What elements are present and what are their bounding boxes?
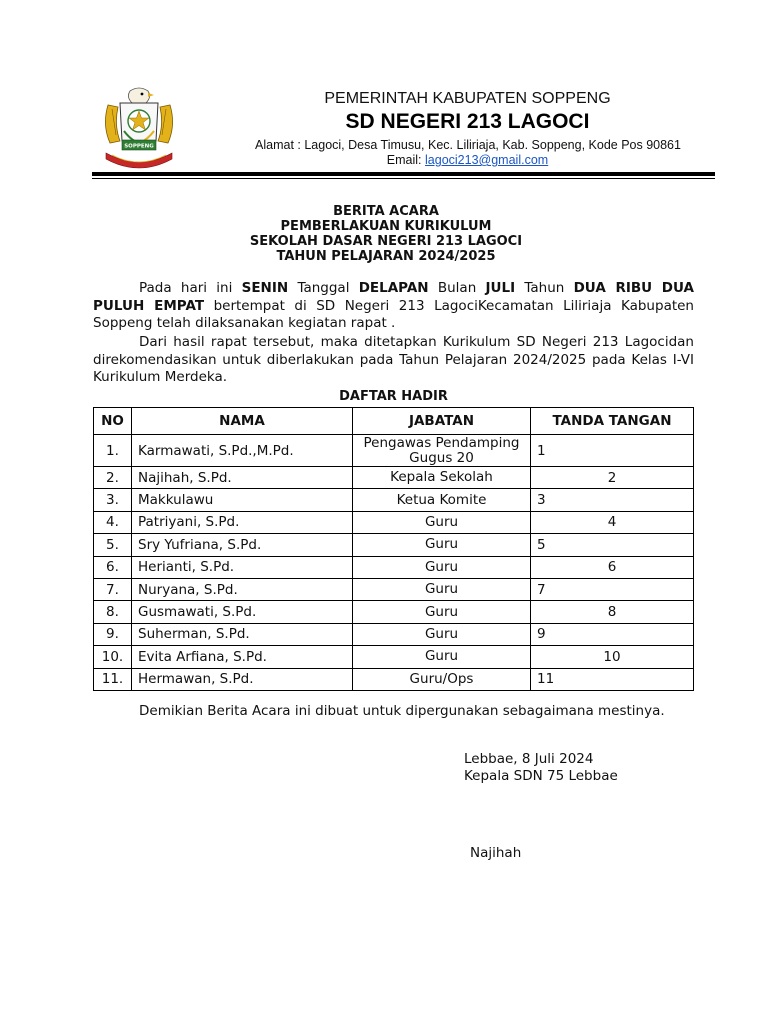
paragraph-text: bertempat di SD Negeri 213 LagociKecamatan Liliriaja Kabupaten Soppeng telah dilaksanakan kegiatan rapat . bbox=[93, 297, 694, 331]
cell-jabatan: Guru bbox=[353, 646, 531, 668]
logo-text: SOPPENG bbox=[124, 143, 154, 150]
cell-jabatan: Pengawas Pendamping Gugus 20 bbox=[353, 435, 531, 467]
opening-paragraph bbox=[93, 280, 694, 333]
paragraph-text: Bulan bbox=[428, 280, 486, 296]
header-jabatan: JABATAN bbox=[353, 408, 531, 435]
table-row bbox=[94, 467, 694, 489]
cell-no: 10. bbox=[94, 646, 132, 668]
table-row bbox=[94, 578, 694, 600]
letterhead-rule-thick bbox=[92, 172, 715, 176]
header-nama: NAMA bbox=[132, 408, 353, 435]
header-tanda-tangan: TANDA TANGAN bbox=[531, 408, 694, 435]
cell-tanda-tangan: 1 bbox=[531, 435, 694, 467]
cell-tanda-tangan: 8 bbox=[531, 601, 694, 623]
cell-tanda-tangan: 2 bbox=[531, 467, 694, 489]
cell-jabatan: Guru bbox=[353, 534, 531, 556]
email-label: Email: bbox=[386, 153, 422, 167]
cell-nama: Najihah, S.Pd. bbox=[132, 467, 353, 489]
title-line: SEKOLAH DASAR NEGERI 213 LAGOCI bbox=[249, 234, 523, 249]
cell-no: 5. bbox=[94, 534, 132, 556]
title-line: TAHUN PELAJARAN 2024/2025 bbox=[276, 249, 496, 264]
cell-nama: Herianti, S.Pd. bbox=[132, 556, 353, 578]
table-header-row bbox=[94, 408, 694, 435]
regency-logo bbox=[100, 85, 178, 175]
attendance-title: DAFTAR HADIR bbox=[339, 389, 448, 404]
cell-tanda-tangan: 5 bbox=[531, 534, 694, 556]
header-no: NO bbox=[94, 408, 132, 435]
cell-no: 9. bbox=[94, 623, 132, 645]
cell-nama: Evita Arfiana, S.Pd. bbox=[132, 646, 353, 668]
cell-nama: Karmawati, S.Pd.,M.Pd. bbox=[132, 435, 353, 467]
cell-no: 3. bbox=[94, 489, 132, 511]
cell-no: 1. bbox=[94, 435, 132, 467]
cell-no: 7. bbox=[94, 578, 132, 600]
table-row bbox=[94, 435, 694, 467]
cell-jabatan: Guru bbox=[353, 623, 531, 645]
cell-nama: Patriyani, S.Pd. bbox=[132, 511, 353, 533]
cell-jabatan: Kepala Sekolah bbox=[353, 467, 531, 489]
cell-no: 4. bbox=[94, 511, 132, 533]
paragraph-text: Tahun bbox=[515, 280, 574, 296]
cell-nama: Nuryana, S.Pd. bbox=[132, 578, 353, 600]
cell-jabatan: Guru/Ops bbox=[353, 668, 531, 690]
paragraph-text: Tanggal bbox=[288, 280, 359, 296]
letterhead-rule-thin bbox=[92, 178, 715, 179]
cell-tanda-tangan: 4 bbox=[531, 511, 694, 533]
cell-tanda-tangan: 7 bbox=[531, 578, 694, 600]
title-line: BERITA ACARA bbox=[333, 204, 439, 219]
closing-paragraph: Demikian Berita Acara ini dibuat untuk dipergunakan sebagaimana mestinya. bbox=[139, 703, 665, 719]
result-paragraph: Dari hasil rapat tersebut, maka ditetapkan Kurikulum SD Negeri 213 Lagocidan direkomendasikan untuk diberlakukan pada Tahun Pelajaran 2024/2025 pada Kelas I-VI Kurikulum Merdeka. bbox=[93, 334, 694, 385]
table-row bbox=[94, 556, 694, 578]
cell-tanda-tangan: 3 bbox=[531, 489, 694, 511]
cell-nama: Suherman, S.Pd. bbox=[132, 623, 353, 645]
school-name: SD NEGERI 213 LAGOCI bbox=[345, 110, 590, 133]
signature-role: Kepala SDN 75 Lebbae bbox=[464, 768, 618, 784]
cell-nama: Sry Yufriana, S.Pd. bbox=[132, 534, 353, 556]
cell-no: 8. bbox=[94, 601, 132, 623]
cell-jabatan: Ketua Komite bbox=[353, 489, 531, 511]
school-email-line bbox=[240, 153, 695, 167]
cell-nama: Hermawan, S.Pd. bbox=[132, 668, 353, 690]
table-row bbox=[94, 668, 694, 690]
table-row bbox=[94, 601, 694, 623]
cell-jabatan: Guru bbox=[353, 556, 531, 578]
attendance-table bbox=[93, 407, 694, 691]
school-address: Alamat : Lagoci, Desa Timusu, Kec. Liliriaja, Kab. Soppeng, Kode Pos 90861 bbox=[255, 138, 681, 152]
meeting-year: DUA RIBU DUA PULUH EMPAT bbox=[93, 280, 694, 314]
title-line: PEMBERLAKUAN KURIKULUM bbox=[280, 219, 492, 234]
cell-nama: Makkulawu bbox=[132, 489, 353, 511]
meeting-month: JULI bbox=[485, 280, 516, 296]
table-row bbox=[94, 646, 694, 668]
signature-name: Najihah bbox=[470, 845, 522, 861]
paragraph-text: Pada hari ini bbox=[139, 280, 242, 296]
table-row bbox=[94, 511, 694, 533]
cell-jabatan: Guru bbox=[353, 601, 531, 623]
government-name: PEMERINTAH KABUPATEN SOPPENG bbox=[324, 90, 611, 107]
table-row bbox=[94, 623, 694, 645]
cell-jabatan: Guru bbox=[353, 511, 531, 533]
cell-jabatan: Guru bbox=[353, 578, 531, 600]
table-row bbox=[94, 534, 694, 556]
table-row bbox=[94, 489, 694, 511]
document-title-block bbox=[92, 204, 680, 264]
cell-nama: Gusmawati, S.Pd. bbox=[132, 601, 353, 623]
cell-no: 2. bbox=[94, 467, 132, 489]
meeting-date: DELAPAN bbox=[358, 280, 429, 296]
cell-no: 6. bbox=[94, 556, 132, 578]
cell-tanda-tangan: 6 bbox=[531, 556, 694, 578]
cell-tanda-tangan: 11 bbox=[531, 668, 694, 690]
email-link[interactable]: lagoci213@gmail.com bbox=[425, 153, 549, 167]
cell-tanda-tangan: 9 bbox=[531, 623, 694, 645]
cell-tanda-tangan: 10 bbox=[531, 646, 694, 668]
meeting-day: SENIN bbox=[241, 280, 289, 296]
cell-no: 11. bbox=[94, 668, 132, 690]
signature-place-date: Lebbae, 8 Juli 2024 bbox=[464, 751, 594, 767]
